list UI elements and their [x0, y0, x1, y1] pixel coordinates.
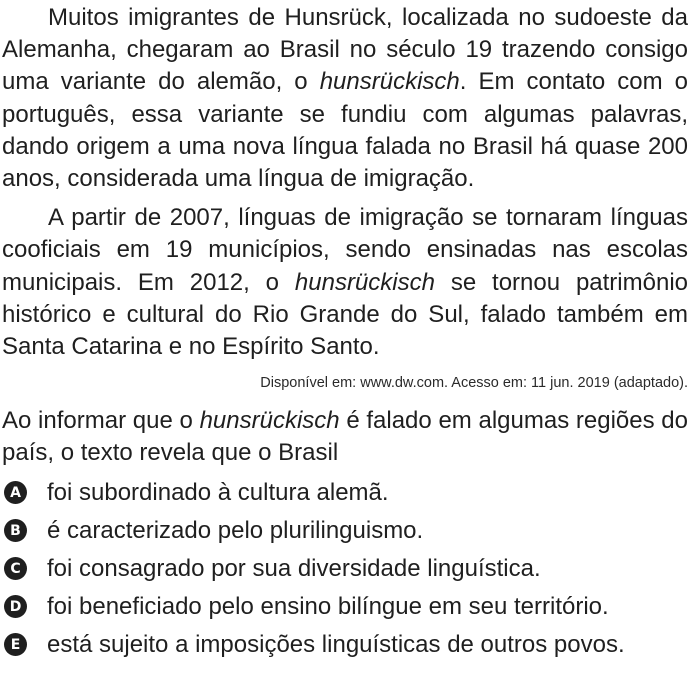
- option-a-text: foi subordinado à cultura alemã.: [47, 478, 389, 506]
- option-b[interactable]: [2, 512, 688, 550]
- question-italic-term: hunsrückisch: [199, 407, 340, 435]
- option-a[interactable]: [2, 474, 688, 512]
- option-b-letter-badge: B: [4, 519, 27, 542]
- option-b-text: é caracterizado pelo plurilinguismo.: [47, 516, 424, 544]
- paragraph-2-text-start: A partir de 2007, línguas de imigração se tornaram línguas cooficiais em 19 municípios, sendo ensinadas nas escolas municipais. Em 2012, o: [2, 204, 688, 296]
- option-c-letter-badge: C: [4, 557, 27, 580]
- question-text-end: é falado em algumas regiões do país, o texto revela que o Brasil: [2, 407, 689, 467]
- paragraph-1-text-start: Muitos imigrantes de Hunsrück, localizada no sudoeste da Alemanha, chegaram ao Brasil no século 19 trazendo consigo uma variante do alemão, o: [2, 4, 688, 96]
- option-e[interactable]: [2, 626, 688, 664]
- paragraph-2-text-end: se tornou patrimônio histórico e cultural do Rio Grande do Sul, falado também em Santa Catarina e no Espírito Santo.: [2, 268, 689, 361]
- question-stem: [2, 405, 688, 469]
- option-d-letter-badge: D: [4, 595, 27, 618]
- source-citation: Disponível em: www.dw.com. Acesso em: 11 jun. 2019 (adaptado).: [260, 375, 688, 392]
- text-paragraph-2: [2, 202, 688, 363]
- option-e-letter-badge: E: [4, 633, 27, 656]
- paragraph-1-italic-term: hunsrückisch: [319, 68, 460, 96]
- paragraph-1-text-end: . Em contato com o português, essa variante se fundiu com algumas palavras, dando origem a uma nova língua falada no Brasil há quase 200 anos, considerada uma língua de imigração.: [2, 68, 688, 193]
- option-d-text: foi beneficiado pelo ensino bilíngue em seu território.: [47, 592, 609, 620]
- option-e-text: está sujeito a imposições linguísticas de outros povos.: [47, 630, 625, 658]
- option-c[interactable]: [2, 550, 688, 588]
- text-paragraph-1: [2, 2, 688, 195]
- option-a-letter-badge: A: [4, 481, 27, 504]
- question-text-start: Ao informar que o: [2, 407, 200, 435]
- answer-options: [2, 474, 688, 664]
- option-c-text: foi consagrado por sua diversidade linguística.: [47, 554, 541, 582]
- paragraph-2-italic-term: hunsrückisch: [294, 268, 435, 296]
- option-d[interactable]: [2, 588, 688, 626]
